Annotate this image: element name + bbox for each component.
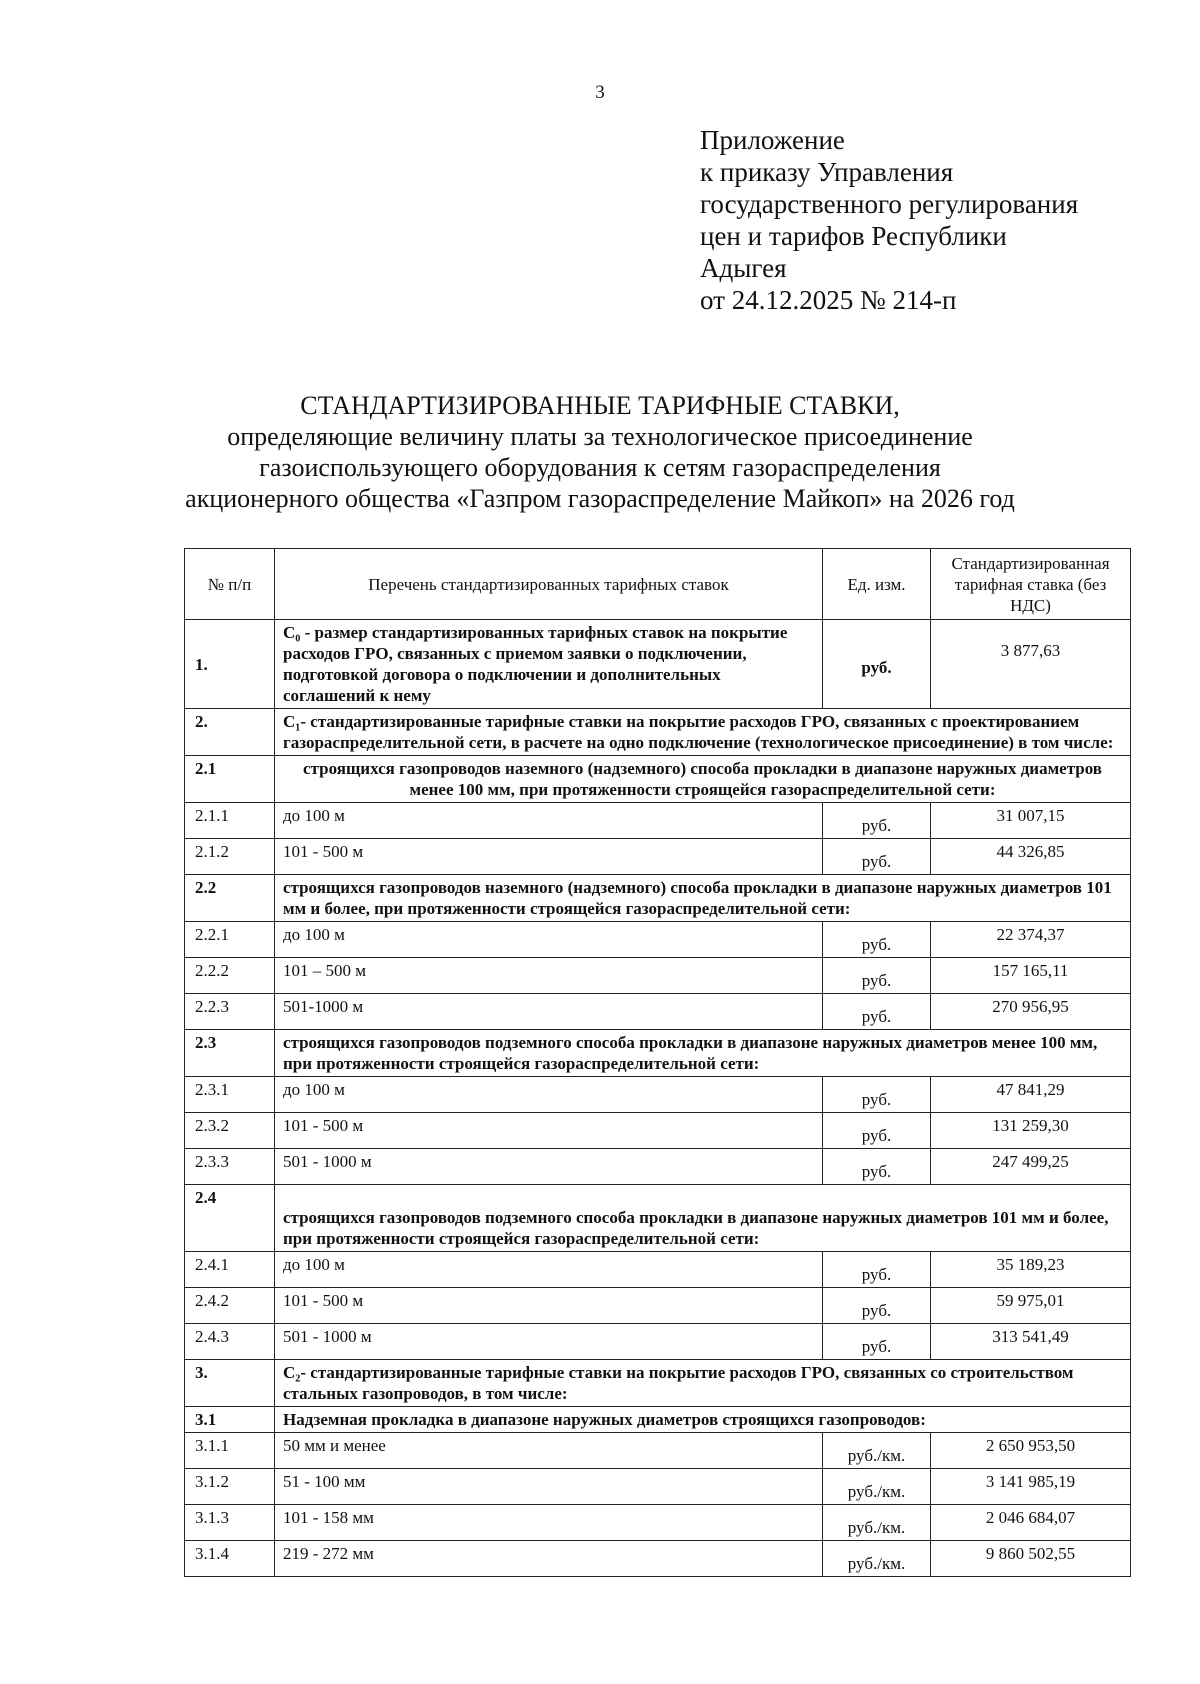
row-num: 3.1.4 (185, 1541, 275, 1577)
header-name: Перечень стандартизированных тарифных ставок (275, 549, 823, 620)
row-value: 9 860 502,55 (931, 1541, 1131, 1577)
row-desc: до 100 м (275, 1252, 823, 1288)
row-value: 47 841,29 (931, 1077, 1131, 1113)
row-value: 131 259,30 (931, 1113, 1131, 1149)
row-num: 2.4.3 (185, 1324, 275, 1360)
section-row (185, 1360, 1131, 1407)
row-desc: 50 мм и менее (275, 1433, 823, 1469)
row-desc: 101 - 158 мм (275, 1505, 823, 1541)
row-unit: руб. (823, 922, 931, 958)
row-desc: до 100 м (275, 1077, 823, 1113)
annex-line: от 24.12.2025 № 214-п (700, 285, 957, 315)
row-unit: руб. (823, 1324, 931, 1360)
row-desc: 101 - 500 м (275, 839, 823, 875)
table-row (185, 1505, 1131, 1541)
table-row (185, 922, 1131, 958)
row-desc: 219 - 272 мм (275, 1541, 823, 1577)
row-unit: руб. (823, 839, 931, 875)
table-row (185, 1324, 1131, 1360)
row-value: 247 499,25 (931, 1149, 1131, 1185)
table-row (185, 839, 1131, 875)
header-num: № п/п (185, 549, 275, 620)
section-desc: Надземная прокладка в диапазоне наружных диаметров строящихся газопроводов: (275, 1407, 1131, 1433)
row-num: 2.2.3 (185, 994, 275, 1030)
document-subtitle-line: акционерного общества «Газпром газораспределение Майкоп» на 2026 год (185, 484, 1015, 513)
row-num: 2.4.1 (185, 1252, 275, 1288)
row-value: 35 189,23 (931, 1252, 1131, 1288)
section-num: 2.2 (185, 875, 275, 922)
row-num: 2.1.1 (185, 803, 275, 839)
section-row (185, 1185, 1131, 1252)
section-row (185, 709, 1131, 756)
section-num: 2.3 (185, 1030, 275, 1077)
row-value: 31 007,15 (931, 803, 1131, 839)
section-row (185, 1030, 1131, 1077)
page-number: 3 (595, 82, 605, 103)
table-row (185, 958, 1131, 994)
row-desc: до 100 м (275, 803, 823, 839)
section-desc: С₂- стандартизированные тарифные ставки на покрытие расходов ГРО, связанных со строительством стальных газопроводов, в том числе: (275, 1360, 1131, 1407)
row-desc: 101 - 500 м (275, 1113, 823, 1149)
section-num: 3.1 (185, 1407, 275, 1433)
row-value: 313 541,49 (931, 1324, 1131, 1360)
table-row (185, 1469, 1131, 1505)
row-desc: 501-1000 м (275, 994, 823, 1030)
row-unit: руб. (823, 958, 931, 994)
row-value: 22 374,37 (931, 922, 1131, 958)
section-num: 3. (185, 1360, 275, 1407)
section-num: 2.4 (185, 1185, 275, 1252)
row-unit: руб./км. (823, 1469, 931, 1505)
row-num: 2.3.2 (185, 1113, 275, 1149)
table-row (185, 1288, 1131, 1324)
row-unit: руб. (823, 620, 931, 709)
section-num: 2. (185, 709, 275, 756)
table-row (185, 620, 1131, 709)
row-unit: руб. (823, 1113, 931, 1149)
annex-line: Приложение (700, 125, 845, 155)
section-desc: строящихся газопроводов подземного способа прокладки в диапазоне наружных диаметров менее 100 мм, при протяженности строящейся газораспределительной сети: (275, 1030, 1131, 1077)
row-value: 59 975,01 (931, 1288, 1131, 1324)
row-unit: руб. (823, 994, 931, 1030)
table-row (185, 1077, 1131, 1113)
row-num: 2.2.2 (185, 958, 275, 994)
annex-line: Адыгея (700, 253, 787, 283)
row-num: 2.4.2 (185, 1288, 275, 1324)
section-num: 2.1 (185, 756, 275, 803)
row-unit: руб. (823, 1149, 931, 1185)
row-value: 2 650 953,50 (931, 1433, 1131, 1469)
header-value: Стандартизированная тарифная ставка (без НДС) (931, 549, 1131, 620)
table-row (185, 1252, 1131, 1288)
table-header-row (185, 549, 1131, 620)
annex-line: государственного регулирования (700, 189, 1079, 219)
row-num: 3.1.1 (185, 1433, 275, 1469)
row-num: 2.2.1 (185, 922, 275, 958)
row-desc: 101 - 500 м (275, 1288, 823, 1324)
row-value: 3 877,63 (931, 620, 1131, 709)
annex-line: цен и тарифов Республики (700, 221, 1007, 251)
row-unit: руб./км. (823, 1541, 931, 1577)
section-desc: строящихся газопроводов наземного (надземного) способа прокладки в диапазоне наружных диаметров менее 100 мм, при протяженности строящейся газораспределительной сети: (275, 756, 1131, 803)
row-unit: руб. (823, 803, 931, 839)
table-row (185, 1113, 1131, 1149)
row-value: 3 141 985,19 (931, 1469, 1131, 1505)
row-desc: С₀ - размер стандартизированных тарифных ставок на покрытие расходов ГРО, связанных с приемом заявки о подключении, подготовкой договора о подключении и дополнительных соглашений к нему (275, 620, 823, 709)
document-heading (0, 390, 1200, 514)
section-row (185, 1407, 1131, 1433)
table-row (185, 803, 1131, 839)
row-desc: 101 – 500 м (275, 958, 823, 994)
row-unit: руб. (823, 1288, 931, 1324)
section-row (185, 756, 1131, 803)
section-row (185, 875, 1131, 922)
table-row (185, 1149, 1131, 1185)
row-unit: руб./км. (823, 1433, 931, 1469)
section-desc: строящихся газопроводов подземного способа прокладки в диапазоне наружных диаметров 101 мм и более, при протяженности строящейся газораспределительной сети: (275, 1185, 1131, 1252)
row-num: 3.1.2 (185, 1469, 275, 1505)
row-unit: руб. (823, 1252, 931, 1288)
row-desc: 501 - 1000 м (275, 1149, 823, 1185)
row-desc: до 100 м (275, 922, 823, 958)
table-row (185, 994, 1131, 1030)
row-value: 270 956,95 (931, 994, 1131, 1030)
row-value: 44 326,85 (931, 839, 1131, 875)
row-value: 157 165,11 (931, 958, 1131, 994)
table-row (185, 1433, 1131, 1469)
row-num: 2.1.2 (185, 839, 275, 875)
document-subtitle-line: определяющие величину платы за технологическое присоединение (227, 422, 973, 451)
tariff-table (184, 548, 1131, 1577)
row-num: 2.3.3 (185, 1149, 275, 1185)
section-desc: С₁- стандартизированные тарифные ставки на покрытие расходов ГРО, связанных с проектированием газораспределительной сети, в расчете на одно подключение (технологическое присоединение) в том числе: (275, 709, 1131, 756)
section-desc: строящихся газопроводов наземного (надземного) способа прокладки в диапазоне наружных диаметров 101 мм и более, при протяженности строящейся газораспределительной сети: (275, 875, 1131, 922)
row-num: 2.3.1 (185, 1077, 275, 1113)
table-row (185, 1541, 1131, 1577)
row-num: 1. (185, 620, 275, 709)
header-unit: Ед. изм. (823, 549, 931, 620)
row-desc: 51 - 100 мм (275, 1469, 823, 1505)
row-unit: руб./км. (823, 1505, 931, 1541)
document-subtitle-line: газоиспользующего оборудования к сетям газораспределения (259, 453, 941, 482)
annex-line: к приказу Управления (700, 157, 954, 187)
annex-block (700, 124, 1078, 316)
document-title: СТАНДАРТИЗИРОВАННЫЕ ТАРИФНЫЕ СТАВКИ, (300, 391, 900, 420)
row-value: 2 046 684,07 (931, 1505, 1131, 1541)
row-num: 3.1.3 (185, 1505, 275, 1541)
row-desc: 501 - 1000 м (275, 1324, 823, 1360)
row-unit: руб. (823, 1077, 931, 1113)
